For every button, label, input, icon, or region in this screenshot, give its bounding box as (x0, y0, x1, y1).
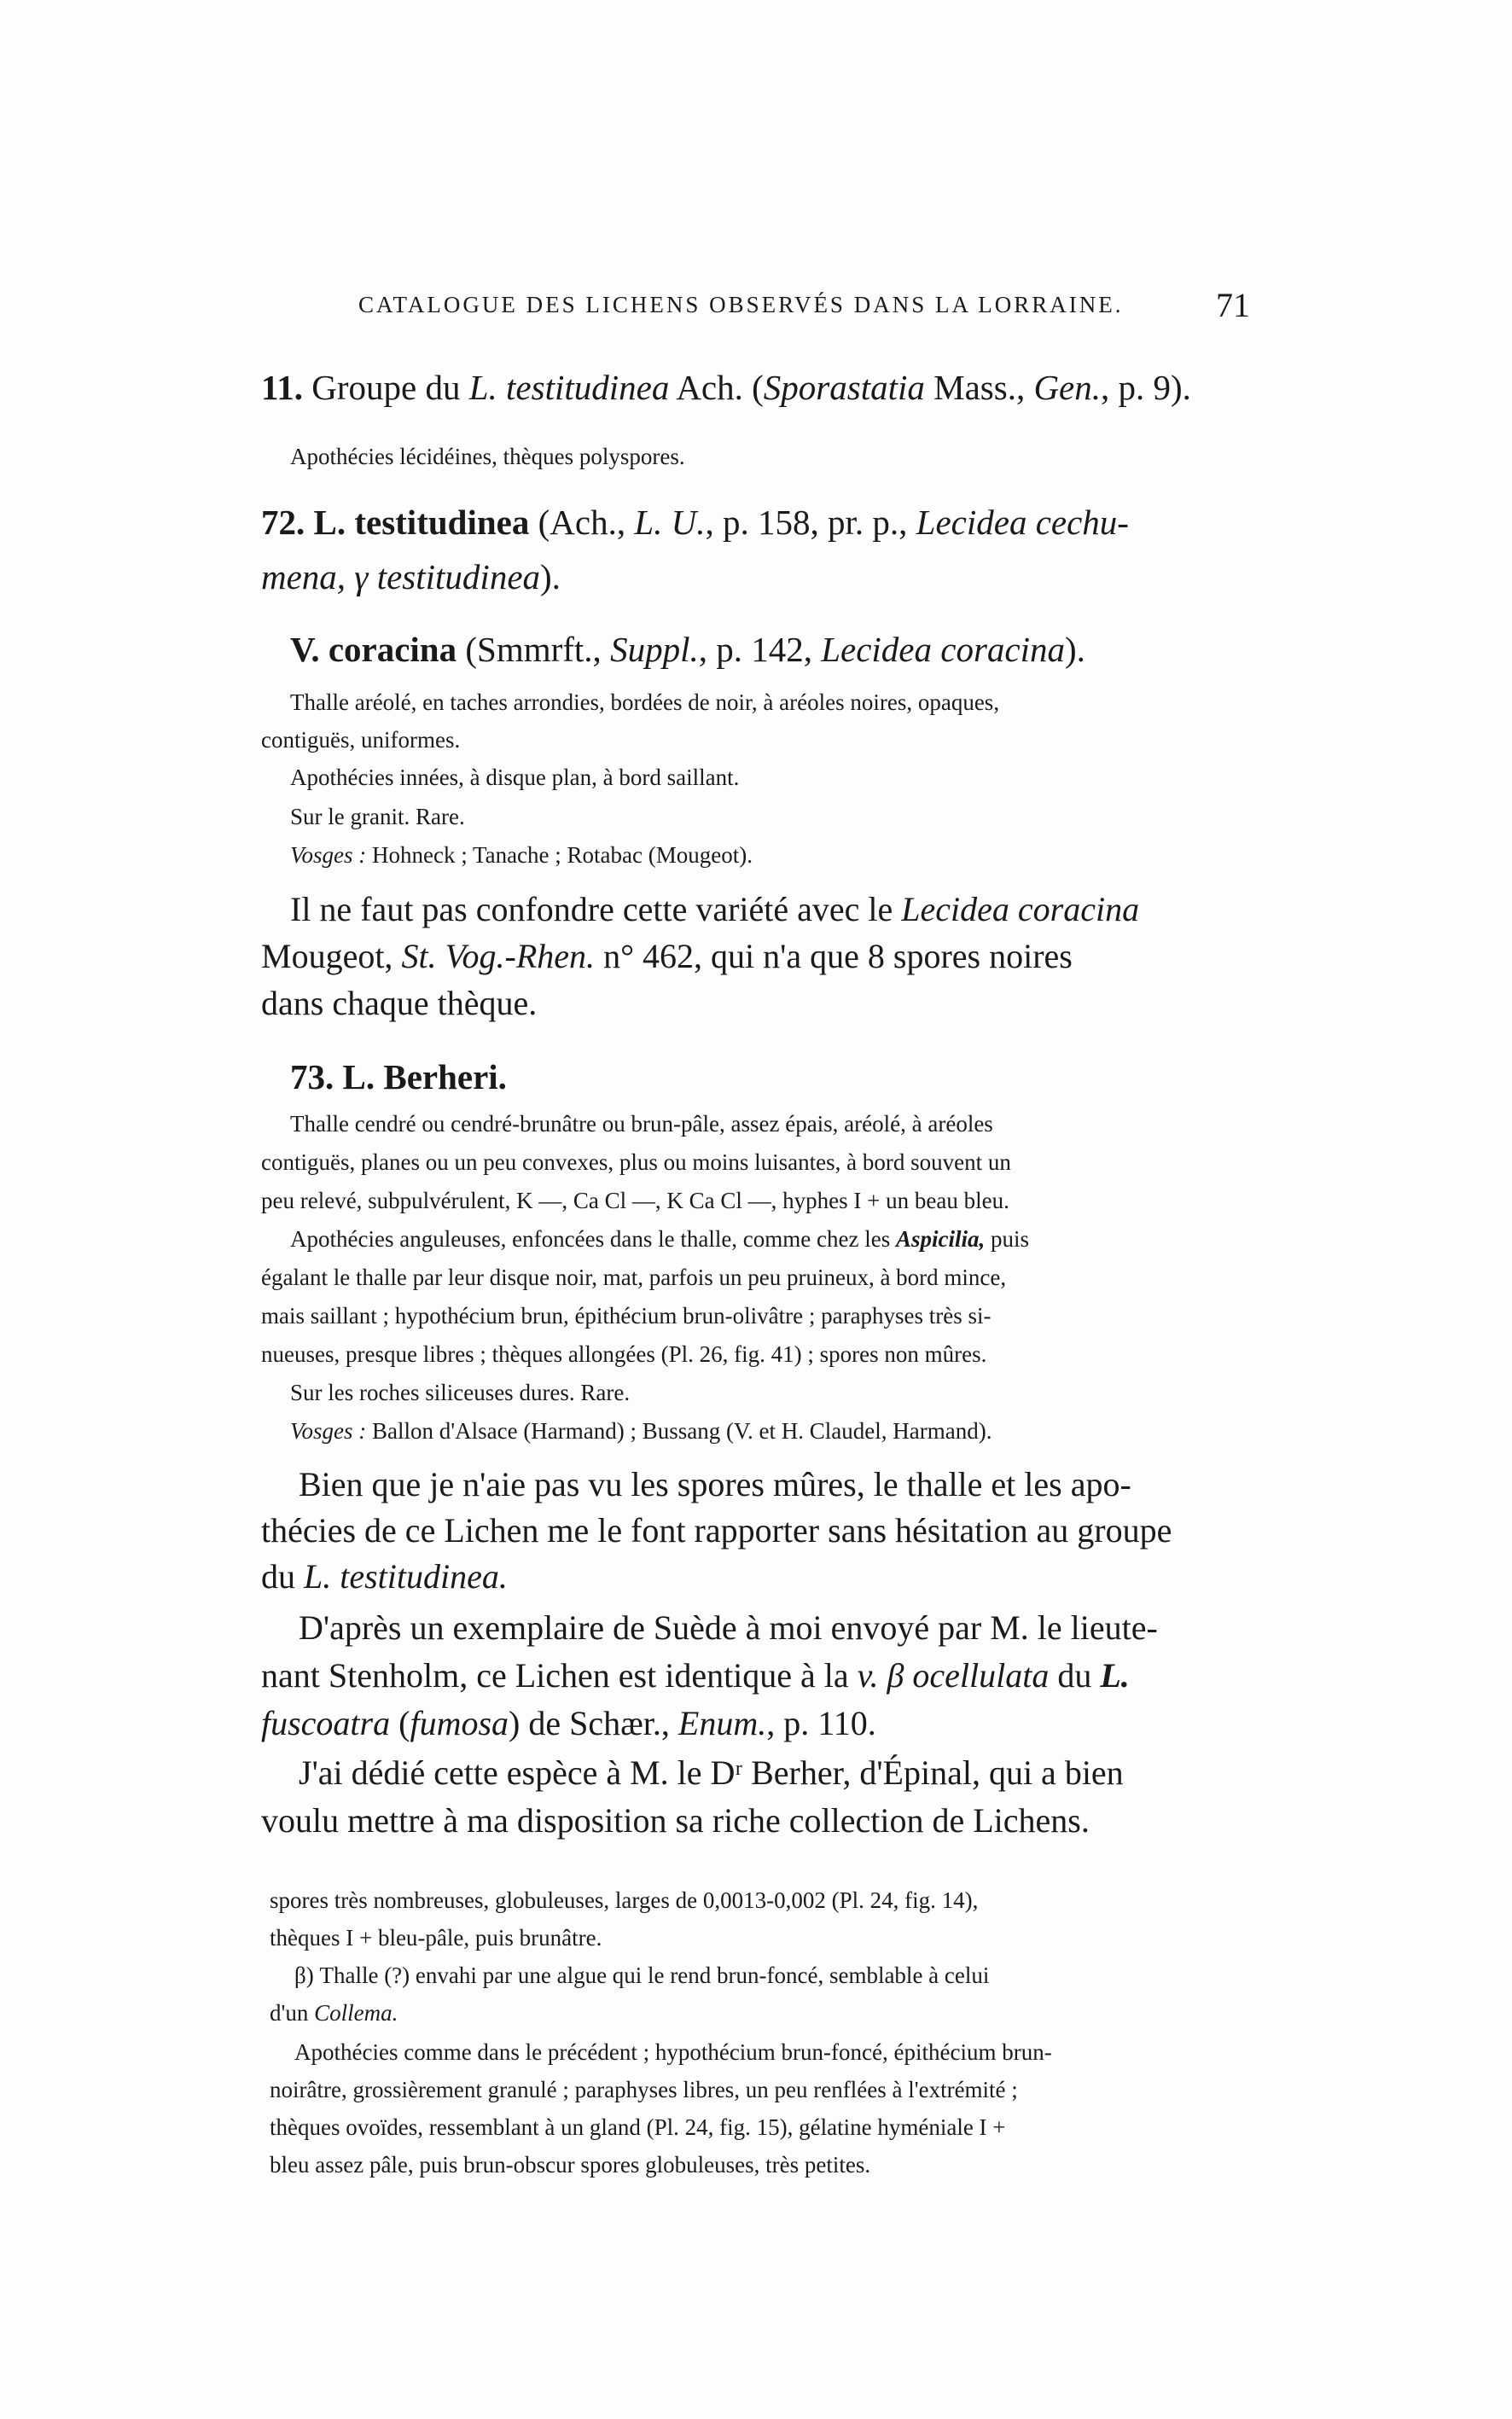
species-73-desc-line: contiguës, planes ou un peu convexes, plus ou moins luisantes, à bord souvent un (261, 1149, 1011, 1175)
species-73-desc-line: Thalle cendré ou cendré-brunâtre ou brun-pâle, assez épais, aréolé, à aréoles (290, 1111, 993, 1137)
commentary-line: voulu mettre à ma disposition sa riche collection de Lichens. (261, 1801, 1090, 1840)
species-73-desc-line: mais saillant ; hypothécium brun, épithécium brun-olivâtre ; paraphyses très si- (261, 1303, 992, 1329)
commentary-line: D'après un exemplaire de Suède à moi envoyé par M. le lieute- (299, 1608, 1158, 1647)
species-73-desc-line: Apothécies anguleuses, enfoncées dans le thalle, comme chez les Aspicilia, puis (290, 1226, 1030, 1252)
species-73-localities: Vosges : Ballon d'Alsace (Harmand) ; Bussang (V. et H. Claudel, Harmand). (290, 1418, 992, 1444)
commentary-line: J'ai dédié cette espèce à M. le Dʳ Berher, d'Épinal, qui a bien (299, 1753, 1124, 1792)
species-72-heading: 72. L. testitudinea (Ach., L. U., p. 158, pr. p., Lecidea cechu- (261, 503, 1129, 542)
footnote-line: thèques ovoïdes, ressemblant à un gland (Pl. 24, fig. 15), gélatine hyméniale I + (270, 2114, 1006, 2140)
running-header (358, 286, 1250, 324)
commentary-line: du L. testitudinea. (261, 1557, 508, 1596)
running-title: CATALOGUE DES LICHENS OBSERVÉS DANS LA LORRAINE. (358, 292, 1124, 317)
species-73-heading: 73. L. Berheri. (290, 1057, 507, 1096)
footnote-line: d'un Collema. (270, 2000, 398, 2026)
group-description: Apothécies lécidéines, thèques polyspores. (290, 444, 685, 469)
footnote-line: bleu assez pâle, puis brun-obscur spores globuleuses, très petites. (270, 2152, 871, 2178)
species-72-heading-cont: mena, γ testitudinea). (261, 557, 561, 596)
footnote-line: spores très nombreuses, globuleuses, larges de 0,0013-0,002 (Pl. 24, fig. 14), (270, 1887, 979, 1913)
variety-localities: Vosges : Hohneck ; Tanache ; Rotabac (Mougeot). (290, 842, 753, 868)
variety-habitat: Sur le granit. Rare. (290, 804, 465, 829)
variety-desc-line: contiguës, uniformes. (261, 727, 461, 753)
species-73-desc-line: égalant le thalle par leur disque noir, mat, parfois un peu pruineux, à bord mince, (261, 1265, 1007, 1290)
footnote-line: thèques I + bleu-pâle, puis brunâtre. (270, 1925, 602, 1951)
variety-note-line: dans chaque thèque. (261, 984, 538, 1022)
species-73-desc-line: peu relevé, subpulvérulent, K —, Ca Cl —, K Ca Cl —, hyphes I + un beau bleu. (261, 1188, 1009, 1213)
commentary-line: fuscoatra (fumosa) de Schær., Enum., p. 110. (261, 1704, 876, 1742)
commentary-line: Bien que je n'aie pas vu les spores mûres, le thalle et les apo- (299, 1465, 1131, 1503)
commentary-line: nant Stenholm, ce Lichen est identique à la v. β ocellulata du L. (261, 1656, 1130, 1695)
footnote-line: noirâtre, grossièrement granulé ; paraphyses libres, un peu renflées à l'extrémité ; (270, 2077, 1018, 2102)
variety-note-line: Mougeot, St. Vog.-Rhen. n° 462, qui n'a que 8 spores noires (261, 937, 1073, 975)
group-heading: 11. Groupe du L. testitudinea Ach. (Sporastatia Mass., Gen., p. 9). (261, 368, 1191, 407)
variety-heading: V. coracina (Smmrft., Suppl., p. 142, Lecidea coracina). (290, 630, 1085, 669)
page-number: 71 (1216, 286, 1250, 324)
variety-desc-line: Thalle aréolé, en taches arrondies, bordées de noir, à aréoles noires, opaques, (290, 689, 1000, 715)
footnote-line: β) Thalle (?) envahi par une algue qui le rend brun-foncé, semblable à celui (294, 1963, 990, 1988)
species-73-desc-line: nueuses, presque libres ; thèques allongées (Pl. 26, fig. 41) ; spores non mûres. (261, 1341, 987, 1367)
variety-note-line: Il ne faut pas confondre cette variété avec le Lecidea coracina (290, 890, 1140, 928)
variety-desc-line: Apothécies innées, à disque plan, à bord saillant. (290, 765, 740, 790)
commentary-line: thécies de ce Lichen me le font rapporter sans hésitation au groupe (261, 1511, 1172, 1550)
species-73-habitat: Sur les roches siliceuses dures. Rare. (290, 1380, 631, 1405)
footnote-line: Apothécies comme dans le précédent ; hypothécium brun-foncé, épithécium brun- (294, 2039, 1052, 2065)
